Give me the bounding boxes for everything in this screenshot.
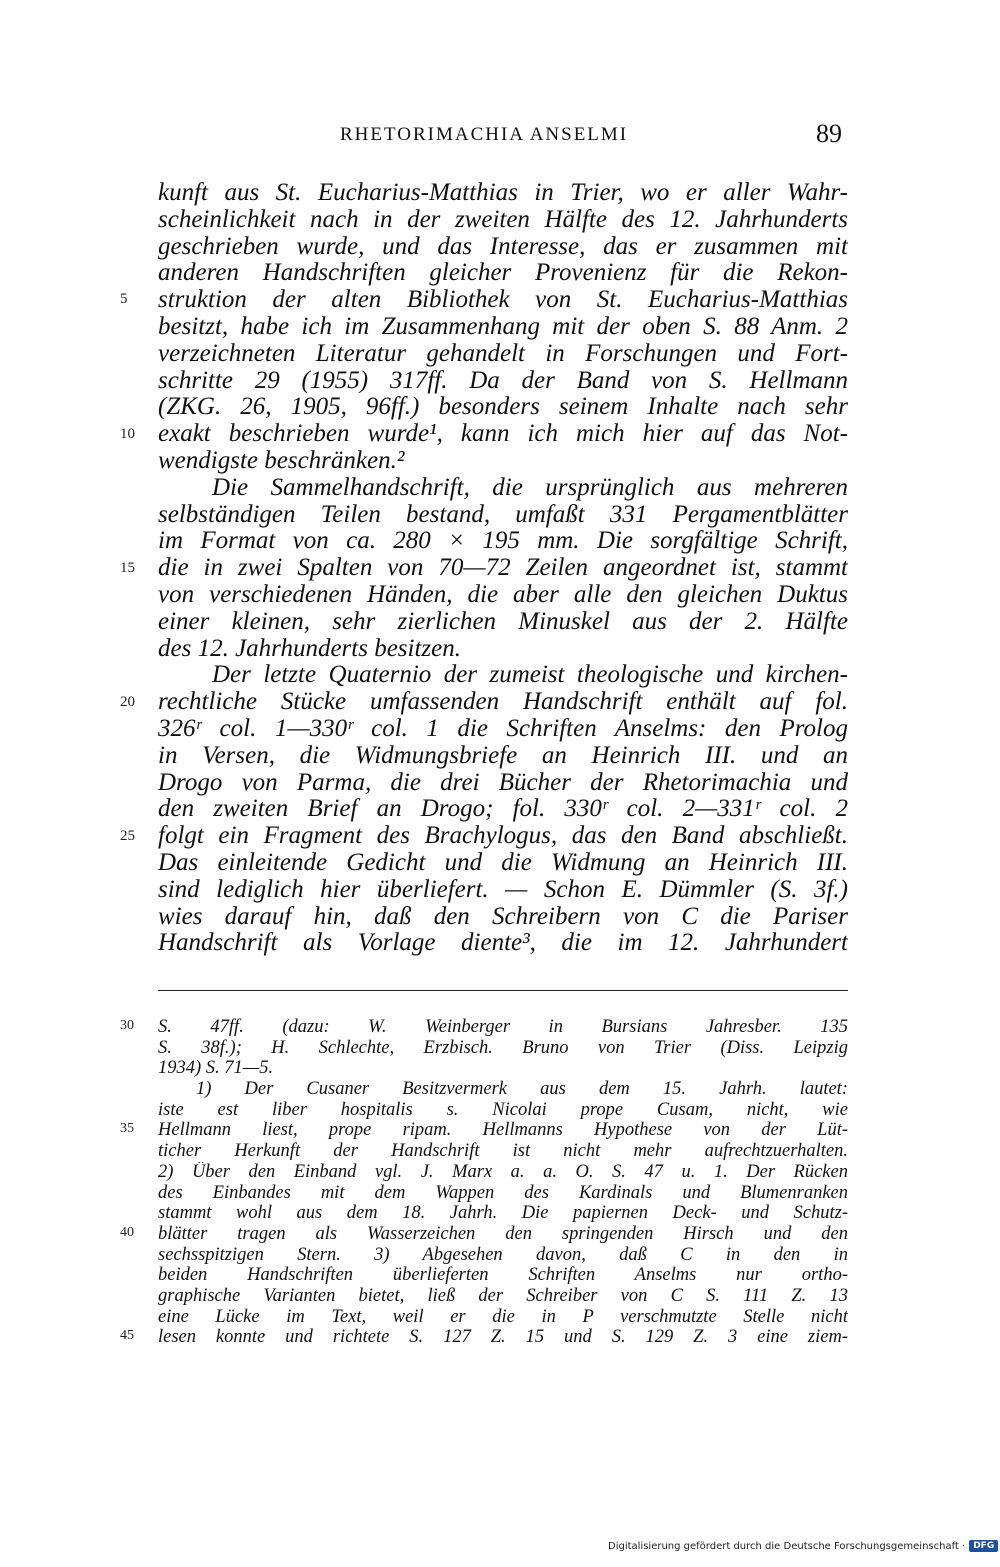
text-line: des 12. Jahrhunderts besitzen. bbox=[158, 635, 461, 662]
line-number: 20 bbox=[120, 694, 135, 710]
line-number: 45 bbox=[120, 1328, 134, 1343]
text-line: selbständigen Teilen bestand, umfaßt 331 Pergamentblätter bbox=[158, 501, 848, 528]
text-line: exakt beschrieben wurde¹, kann ich mich hier auf das Not- bbox=[158, 421, 848, 448]
text-line: die in zwei Spalten von 70—72 Zeilen angeordnet ist, stammt bbox=[158, 555, 848, 582]
text-line: sind lediglich hier überliefert. — Schon E. Dümmler (S. 3f.) bbox=[158, 876, 848, 903]
text-line: von verschiedenen Händen, die aber alle den gleichen Duktus bbox=[158, 581, 848, 608]
footnote-line: Hellmann liest, prope ripam. Hellmanns Hypothese von der Lüt- bbox=[158, 1120, 848, 1141]
line-number: 15 bbox=[120, 560, 135, 576]
line-number: 35 bbox=[120, 1121, 134, 1136]
footnote-line: graphische Varianten bietet, ließ der Schreiber von C S. 111 Z. 13 bbox=[158, 1285, 848, 1306]
footnote-line: 2) Über den Einband vgl. J. Marx a. a. O. S. 47 u. 1. Der Rücken bbox=[158, 1161, 848, 1182]
text-line: anderen Handschriften gleicher Provenienz für die Rekon- bbox=[158, 260, 848, 287]
text-line: Handschrift als Vorlage diente³, die im 12. Jahrhundert bbox=[158, 930, 848, 957]
text-line: (ZKG. 26, 1905, 96ff.) besonders seinem Inhalte nach sehr bbox=[158, 394, 848, 421]
text-line: wies darauf hin, daß den Schreibern von C die Pariser bbox=[158, 903, 848, 930]
text-line: struktion der alten Bibliothek von St. Eucharius-Matthias bbox=[158, 287, 848, 314]
footnote-line: S. 47ff. (dazu: W. Weinberger in Bursians Jahresber. 135 bbox=[158, 1017, 848, 1037]
text-line: den zweiten Brief an Drogo; fol. 330ʳ col. 2—331ʳ col. 2 bbox=[158, 796, 848, 823]
footnote-line: eine Lücke im Text, weil er die in P verschmutzte Stelle nicht bbox=[158, 1306, 848, 1327]
text-line: 326ʳ col. 1—330ʳ col. 1 die Schriften Anselms: den Prolog bbox=[158, 715, 848, 742]
text-line: schritte 29 (1955) 317ff. Da der Band von S. Hellmann bbox=[158, 367, 848, 394]
text-line: wendigste beschränken.² bbox=[158, 447, 405, 474]
footnote-line: 1934) S. 71—5. bbox=[158, 1058, 274, 1079]
text-line: verzeichneten Literatur gehandelt in Forschungen und Fort- bbox=[158, 340, 848, 367]
dfg-logo: DFG bbox=[969, 1540, 998, 1552]
text-line: geschrieben wurde, und das Interesse, das er zusammen mit bbox=[158, 233, 848, 260]
footnote-line: S. 38f.); H. Schlechte, Erzbisch. Bruno von Trier (Diss. Leipzig bbox=[158, 1037, 848, 1058]
text-line: folgt ein Fragment des Brachylogus, das den Band abschließt. bbox=[158, 823, 848, 850]
footnote-line: stammt wohl aus dem 18. Jahrh. Die papiernen Deck- und Schutz- bbox=[158, 1203, 848, 1224]
page-number: 89 bbox=[816, 119, 842, 148]
line-number: 40 bbox=[120, 1225, 134, 1240]
text-line: Die Sammelhandschrift, die ursprünglich aus mehreren bbox=[212, 474, 848, 501]
text-line: Drogo von Parma, die drei Bücher der Rhetorimachia und bbox=[158, 769, 848, 796]
footnote-divider bbox=[158, 990, 848, 991]
running-title: RHETORIMACHIA ANSELMI bbox=[340, 124, 629, 145]
text-line: im Format von ca. 280 × 195 mm. Die sorgfältige Schrift, bbox=[158, 528, 848, 555]
footnote-line: ticher Herkunft der Handschrift ist nicht mehr aufrechtzuerhalten. bbox=[158, 1141, 848, 1162]
line-number: 5 bbox=[120, 291, 128, 307]
footnote-line: iste est liber hospitalis s. Nicolai prope Cusam, nicht, wie bbox=[158, 1099, 848, 1120]
footnote-line: 1) Der Cusaner Besitzvermerk aus dem 15. Jahrh. lautet: bbox=[196, 1079, 848, 1100]
digitization-credit bbox=[608, 1540, 998, 1552]
footnote-line: beiden Handschriften überlieferten Schriften Anselms nur ortho- bbox=[158, 1265, 848, 1286]
text-line: Das einleitende Gedicht und die Widmung an Heinrich III. bbox=[158, 849, 848, 876]
credit-text: Digitalisierung gefördert durch die Deutsche Forschungsgemeinschaft · bbox=[608, 1540, 966, 1552]
main-text bbox=[158, 180, 848, 957]
footnote-line: blätter tragen als Wasserzeichen den springenden Hirsch und den bbox=[158, 1223, 848, 1244]
text-line: Der letzte Quaternio der zumeist theologische und kirchen- bbox=[212, 662, 848, 689]
line-number: 10 bbox=[120, 426, 135, 442]
text-line: rechtliche Stücke umfassenden Handschrift enthält auf fol. bbox=[158, 689, 848, 716]
text-line: scheinlichkeit nach in der zweiten Hälfte des 12. Jahrhunderts bbox=[158, 206, 848, 233]
footnote-line: lesen konnte und richtete S. 127 Z. 15 und S. 129 Z. 3 eine ziem- bbox=[158, 1327, 848, 1348]
line-number: 25 bbox=[120, 828, 135, 844]
text-line: in Versen, die Widmungsbriefe an Heinrich III. und an bbox=[158, 742, 848, 769]
line-number: 30 bbox=[120, 1018, 134, 1033]
footnote-line: sechsspitzigen Stern. 3) Abgesehen davon, daß C in den in bbox=[158, 1244, 848, 1265]
footnotes bbox=[158, 1017, 848, 1348]
text-line: besitzt, habe ich im Zusammenhang mit der oben S. 88 Anm. 2 bbox=[158, 313, 848, 340]
footnote-line: des Einbandes mit dem Wappen des Kardinals und Blumenranken bbox=[158, 1182, 848, 1203]
text-line: kunft aus St. Eucharius-Matthias in Trier, wo er aller Wahr- bbox=[158, 180, 848, 206]
text-line: einer kleinen, sehr zierlichen Minuskel aus der 2. Hälfte bbox=[158, 608, 848, 635]
